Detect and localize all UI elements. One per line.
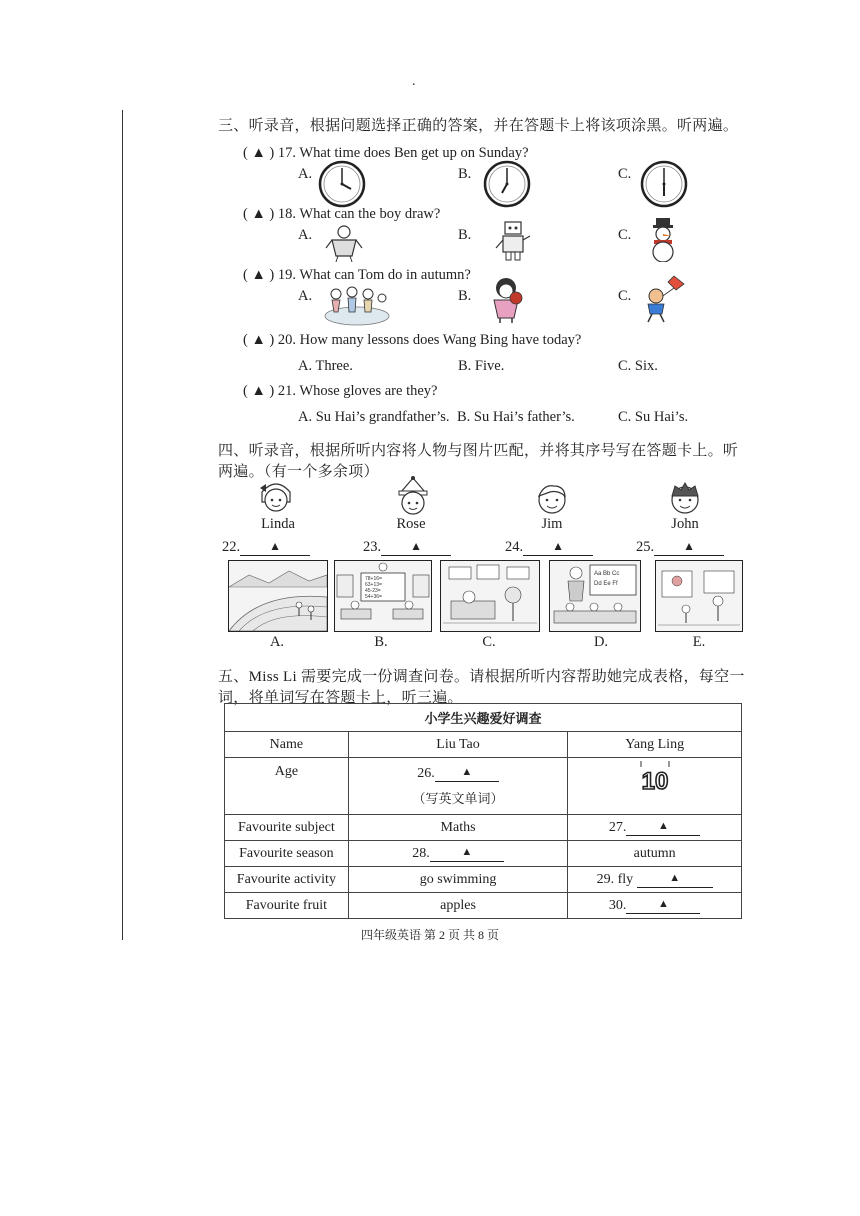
picture-letter-b: B. bbox=[374, 634, 388, 650]
section4-heading-line1: 四、听录音，根据所听内容将人物与图片匹配，并将其序号写在答题卡上。听 bbox=[218, 443, 739, 459]
age-yangling-cell bbox=[568, 758, 742, 815]
blank-22[interactable]: 22. ▲ bbox=[222, 539, 310, 556]
clock-icon-b bbox=[483, 160, 531, 208]
section3-heading: 三、听录音，根据问题选择正确的答案，并在答题卡上将该项涂黑。听两遍。 bbox=[218, 118, 739, 134]
linda-face-icon bbox=[256, 478, 296, 518]
rose-face-icon bbox=[393, 476, 433, 518]
q18-option-c[interactable]: C. bbox=[618, 227, 632, 243]
row-activity-label: Favourite activity bbox=[225, 867, 349, 893]
blank-27[interactable]: 27. ▲ bbox=[568, 815, 742, 841]
children-playing-icon bbox=[322, 282, 392, 326]
answer-slot[interactable]: ( ▲ ) bbox=[243, 145, 278, 161]
age-ten: 10 bbox=[641, 768, 668, 794]
q19-option-a[interactable]: A. bbox=[298, 288, 313, 304]
robot-icon bbox=[494, 218, 532, 262]
survey-table bbox=[224, 703, 742, 919]
age-label: Age bbox=[225, 758, 349, 815]
age-liutao-cell[interactable] bbox=[348, 758, 568, 815]
q19-option-c[interactable]: C. bbox=[618, 288, 632, 304]
section4-heading-line2: 两遍。（有一个多余项） bbox=[218, 464, 379, 480]
answer-slot[interactable]: ( ▲ ) bbox=[243, 206, 278, 222]
picture-c-science-class bbox=[440, 560, 540, 632]
q20-option-a[interactable]: A. Three. bbox=[298, 358, 353, 374]
answer-slot[interactable]: ( ▲ ) bbox=[243, 383, 278, 399]
board-b-line3: 45-23= bbox=[365, 588, 381, 594]
blank-28[interactable]: 28. ▲ bbox=[348, 841, 568, 867]
blank-23[interactable]: 23. ▲ bbox=[363, 539, 451, 556]
q20-option-c[interactable]: C. Six. bbox=[618, 358, 658, 374]
question-18 bbox=[243, 206, 440, 223]
picture-a-playground bbox=[228, 560, 328, 632]
q19-option-b[interactable]: B. bbox=[458, 288, 472, 304]
blank-25[interactable]: 25. ▲ bbox=[636, 539, 724, 556]
section5-heading-line2: 词，将单词写在答题卡上，听三遍。 bbox=[218, 690, 463, 706]
board-d-line2: Dd Ee Ff bbox=[594, 581, 618, 587]
q18-option-a[interactable]: A. bbox=[298, 227, 313, 243]
snowman-icon bbox=[644, 218, 682, 262]
birthday-candles-ten-icon bbox=[633, 758, 677, 794]
q17-option-b[interactable]: B. bbox=[458, 166, 472, 182]
q18-option-b[interactable]: B. bbox=[458, 227, 472, 243]
john-face-icon bbox=[665, 478, 705, 518]
jim-face-icon bbox=[532, 478, 572, 518]
question-text: 21. Whose gloves are they? bbox=[277, 383, 438, 399]
question-text: 20. How many lessons does Wang Bing have today? bbox=[277, 332, 582, 348]
picture-letter-d: D. bbox=[593, 634, 609, 650]
page-footer: 四年级英语 第 2 页 共 8 页 bbox=[360, 928, 499, 942]
row-activity-liutao: go swimming bbox=[348, 867, 568, 893]
q17-option-c[interactable]: C. bbox=[618, 166, 632, 182]
name-linda: Linda bbox=[261, 516, 295, 532]
name-rose: Rose bbox=[396, 516, 426, 532]
q21-option-c[interactable]: C. Su Hai’s. bbox=[618, 409, 689, 425]
row-fruit-label: Favourite fruit bbox=[225, 893, 349, 919]
blank-30[interactable]: 30. ▲ bbox=[568, 893, 742, 919]
binding-line bbox=[122, 110, 123, 940]
header-yangling: Yang Ling bbox=[568, 732, 742, 758]
board-d-line1: Aa Bb Cc bbox=[594, 571, 620, 577]
question-text: 19. What can Tom do in autumn? bbox=[277, 267, 471, 283]
blank-29[interactable]: 29. fly ▲ bbox=[568, 867, 742, 893]
question-text: 17. What time does Ben get up on Sunday? bbox=[277, 145, 529, 161]
name-john: John bbox=[671, 516, 699, 532]
question-20 bbox=[243, 332, 581, 349]
picture-e-art-class bbox=[655, 560, 743, 632]
board-b-line2: 63+13= bbox=[365, 582, 382, 588]
header-name: Name bbox=[225, 732, 349, 758]
question-21 bbox=[243, 383, 437, 400]
q17-option-a[interactable]: A. bbox=[298, 166, 313, 182]
row-season-label: Favourite season bbox=[225, 841, 349, 867]
row-subject-liutao: Maths bbox=[348, 815, 568, 841]
picture-letter-c: C. bbox=[482, 634, 496, 650]
picture-letter-a: A. bbox=[269, 634, 285, 650]
name-jim: Jim bbox=[541, 516, 563, 532]
header-liutao: Liu Tao bbox=[348, 732, 568, 758]
answer-slot[interactable]: ( ▲ ) bbox=[243, 267, 278, 283]
section5-heading-line1: 五、Miss Li 需要完成一份调查问卷。请根据所听内容帮助她完成表格，每空一 bbox=[218, 669, 745, 685]
q21-option-b[interactable]: B. Su Hai’s father’s. bbox=[457, 409, 575, 425]
row-subject-label: Favourite subject bbox=[225, 815, 349, 841]
row-season-yangling: autumn bbox=[568, 841, 742, 867]
clock-icon-a bbox=[318, 160, 366, 208]
row-fruit-liutao: apples bbox=[348, 893, 568, 919]
answer-slot[interactable]: ( ▲ ) bbox=[243, 332, 278, 348]
q20-option-b[interactable]: B. Five. bbox=[458, 358, 505, 374]
question-text: 18. What can the boy draw? bbox=[277, 206, 441, 222]
picture-d-english-class bbox=[549, 560, 641, 632]
clock-icon-c bbox=[640, 160, 688, 208]
header-mark: . bbox=[412, 74, 416, 89]
boy-kite-icon bbox=[640, 274, 688, 324]
q21-option-a[interactable]: A. Su Hai’s grandfather’s. bbox=[298, 409, 450, 425]
blank-26: 26. ▲ bbox=[349, 766, 568, 782]
picture-letter-e: E. bbox=[692, 634, 706, 650]
age-note: （写英文单词） bbox=[412, 790, 504, 806]
picture-b-maths-class bbox=[334, 560, 432, 632]
puppet-icon bbox=[324, 222, 364, 262]
blank-24[interactable]: 24. ▲ bbox=[505, 539, 593, 556]
girl-eating-icon bbox=[484, 276, 528, 324]
board-b-line1: 78+16= bbox=[365, 576, 382, 582]
table-title: 小学生兴趣爱好调查 bbox=[225, 704, 742, 732]
board-b-line4: 54+36= bbox=[365, 594, 382, 600]
